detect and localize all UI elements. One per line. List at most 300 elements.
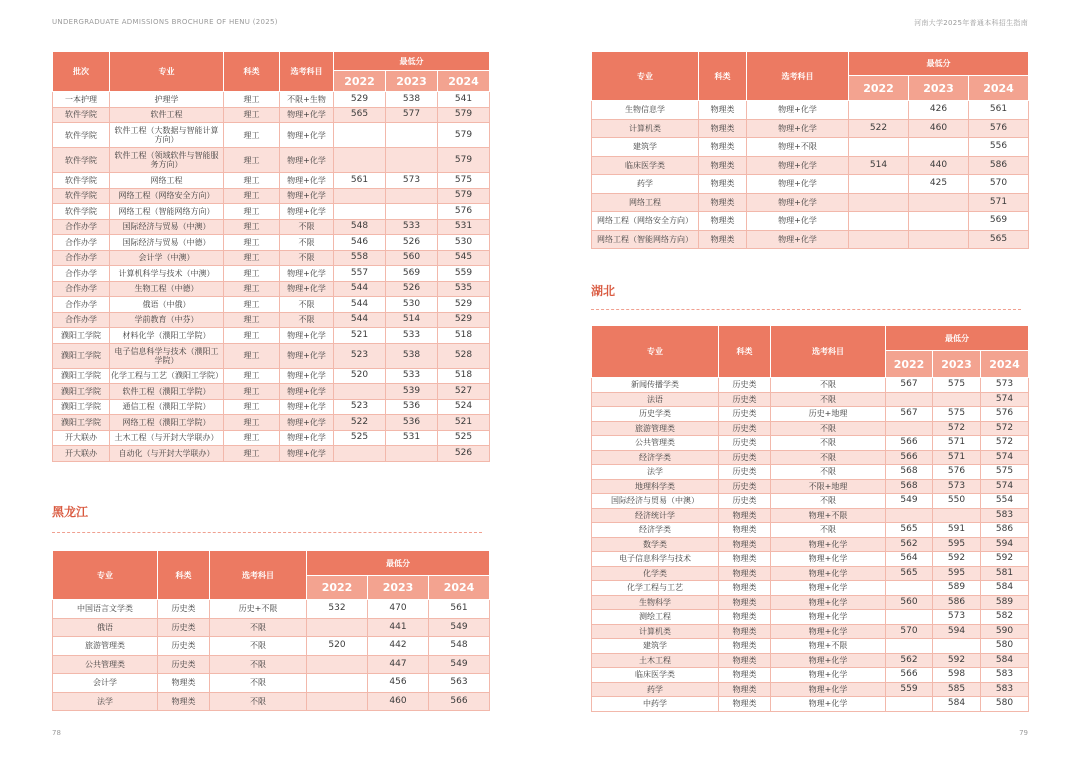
table-cell: 533 <box>386 368 438 384</box>
year-2024-header: 2024 <box>429 576 490 600</box>
table-row <box>592 581 1029 596</box>
table-cell: 化学工程与工艺 <box>592 581 719 596</box>
table-cell: 447 <box>368 655 429 674</box>
table-cell: 525 <box>334 430 386 446</box>
table-cell: 548 <box>429 637 490 656</box>
table-cell: 不限 <box>771 450 886 465</box>
table-cell: 不限 <box>280 297 334 313</box>
table-cell: 591 <box>933 523 981 538</box>
table-row <box>53 250 490 266</box>
table-cell: 不限 <box>771 378 886 393</box>
admission-table-hubei <box>591 325 1029 712</box>
table-cell <box>334 384 386 400</box>
year-2023-header: 2023 <box>933 351 981 378</box>
table-cell: 527 <box>438 384 490 400</box>
table-cell: 合作办学 <box>53 250 110 266</box>
table-cell: 物理+化学 <box>771 581 886 596</box>
table-cell: 建筑学 <box>592 639 719 654</box>
table-row <box>53 204 490 220</box>
table-cell: 526 <box>386 281 438 297</box>
table-cell: 不限 <box>280 250 334 266</box>
table-cell: 物理+化学 <box>280 148 334 173</box>
section-divider <box>52 532 482 533</box>
table-cell: 561 <box>429 600 490 619</box>
table-cell: 软件学院 <box>53 173 110 189</box>
table-cell <box>909 193 969 212</box>
table-cell <box>909 212 969 231</box>
table-cell: 584 <box>933 697 981 712</box>
table-cell: 历史类 <box>158 637 210 656</box>
table-cell: 不限 <box>771 494 886 509</box>
table-cell: 物理+化学 <box>747 156 849 175</box>
table-cell <box>933 639 981 654</box>
section-title-hubei: 湖北 <box>591 284 616 298</box>
table-cell: 会计学（中澳） <box>110 250 224 266</box>
table-cell: 历史类 <box>719 479 771 494</box>
table-cell: 426 <box>909 101 969 120</box>
table-row <box>592 193 1029 212</box>
table-cell <box>307 655 368 674</box>
table-cell: 物理+化学 <box>280 204 334 220</box>
table-cell: 598 <box>933 668 981 683</box>
col-subject-header: 科类 <box>224 52 280 92</box>
table-cell: 不限 <box>771 421 886 436</box>
table-cell: 法语 <box>592 392 719 407</box>
table-cell: 经济学类 <box>592 450 719 465</box>
year-2022-header: 2022 <box>307 576 368 600</box>
table-cell: 物理类 <box>719 668 771 683</box>
table-cell: 595 <box>933 537 981 552</box>
table-cell: 544 <box>334 312 386 328</box>
col-subject-header: 科类 <box>699 52 747 101</box>
table-cell: 理工 <box>224 297 280 313</box>
table-cell: 物理类 <box>699 119 747 138</box>
table-cell: 理工 <box>224 92 280 108</box>
table-cell: 地理科学类 <box>592 479 719 494</box>
table-row <box>53 618 490 637</box>
table-row <box>53 235 490 251</box>
table-cell: 538 <box>386 343 438 368</box>
table-row <box>592 392 1029 407</box>
table-cell: 549 <box>429 655 490 674</box>
table-cell: 物理类 <box>719 537 771 552</box>
table-cell: 592 <box>933 653 981 668</box>
table-cell: 化学类 <box>592 566 719 581</box>
table-cell: 历史类 <box>719 465 771 480</box>
min-score-header: 最低分 <box>886 326 1029 351</box>
table-row <box>53 173 490 189</box>
table-cell: 568 <box>886 479 933 494</box>
table-cell: 579 <box>438 123 490 148</box>
table-cell: 理工 <box>224 399 280 415</box>
min-score-header: 最低分 <box>849 52 1029 76</box>
year-2022-header: 2022 <box>849 76 909 101</box>
table-cell: 物理+化学 <box>280 399 334 415</box>
table-cell: 物理类 <box>699 193 747 212</box>
table-cell: 521 <box>438 415 490 431</box>
table-cell: 通信工程（濮阳工学院） <box>110 399 224 415</box>
table-cell: 物理+化学 <box>771 697 886 712</box>
table-cell: 528 <box>438 343 490 368</box>
table-cell: 538 <box>386 92 438 108</box>
table-row <box>53 343 490 368</box>
table-cell <box>386 188 438 204</box>
table-cell: 计算机类 <box>592 624 719 639</box>
table-cell <box>334 204 386 220</box>
table-cell: 565 <box>886 566 933 581</box>
table-cell: 549 <box>429 618 490 637</box>
table-cell: 物理+化学 <box>747 193 849 212</box>
table-cell: 592 <box>981 552 1029 567</box>
table-cell: 俄语 <box>53 618 158 637</box>
table-cell: 理工 <box>224 219 280 235</box>
table-cell: 548 <box>334 219 386 235</box>
table-cell: 567 <box>886 407 933 422</box>
table-cell: 560 <box>386 250 438 266</box>
table-cell: 网络工程 <box>592 193 699 212</box>
table-cell: 579 <box>438 148 490 173</box>
table-row <box>592 378 1029 393</box>
table-cell: 442 <box>368 637 429 656</box>
table-cell: 合作办学 <box>53 235 110 251</box>
table-cell: 测绘工程 <box>592 610 719 625</box>
table-row <box>53 148 490 173</box>
table-cell <box>849 101 909 120</box>
table-cell <box>886 392 933 407</box>
table-cell: 576 <box>933 465 981 480</box>
year-2023-header: 2023 <box>909 76 969 101</box>
table-cell: 历史学类 <box>592 407 719 422</box>
table-cell: 583 <box>981 508 1029 523</box>
table-cell: 物理类 <box>158 674 210 693</box>
col-elective-header: 选考科目 <box>210 551 307 600</box>
table-row <box>592 138 1029 157</box>
table-cell <box>886 697 933 712</box>
table-cell: 不限 <box>210 637 307 656</box>
table-cell <box>886 639 933 654</box>
table-cell: 理工 <box>224 312 280 328</box>
table-cell <box>307 692 368 711</box>
table-row <box>592 156 1029 175</box>
table-cell: 不限 <box>771 465 886 480</box>
table-cell: 国际经济与贸易（中德） <box>110 235 224 251</box>
year-2023-header: 2023 <box>386 71 438 92</box>
table-cell: 573 <box>386 173 438 189</box>
table-cell: 566 <box>886 668 933 683</box>
table-cell: 525 <box>438 430 490 446</box>
table-cell: 物理+化学 <box>280 281 334 297</box>
table-cell: 理工 <box>224 328 280 344</box>
table-cell: 历史类 <box>719 421 771 436</box>
min-score-header: 最低分 <box>307 551 490 576</box>
table-cell <box>334 188 386 204</box>
table-cell: 562 <box>886 653 933 668</box>
table-cell: 软件工程（领域软件与智能服务方向） <box>110 148 224 173</box>
table-cell: 不限+生物 <box>280 92 334 108</box>
table-cell: 开大联办 <box>53 430 110 446</box>
table-row <box>53 266 490 282</box>
table-cell: 物理+化学 <box>771 566 886 581</box>
table-cell: 濮阳工学院 <box>53 343 110 368</box>
table-cell: 586 <box>933 595 981 610</box>
table-cell: 历史类 <box>719 392 771 407</box>
table-row <box>53 399 490 415</box>
table-cell: 临床医学类 <box>592 156 699 175</box>
table-row <box>53 600 490 619</box>
table-cell: 584 <box>981 653 1029 668</box>
table-cell: 569 <box>969 212 1029 231</box>
table-cell: 580 <box>981 697 1029 712</box>
table-cell: 物理+化学 <box>280 343 334 368</box>
table-cell: 586 <box>981 523 1029 538</box>
table-cell <box>849 212 909 231</box>
table-cell: 物理+不限 <box>747 138 849 157</box>
table-cell <box>933 392 981 407</box>
year-2023-header: 2023 <box>368 576 429 600</box>
table-cell: 软件学院 <box>53 188 110 204</box>
table-cell: 物理+化学 <box>771 668 886 683</box>
table-row <box>53 446 490 462</box>
table-row <box>592 523 1029 538</box>
table-cell: 562 <box>886 537 933 552</box>
table-cell <box>886 508 933 523</box>
table-row <box>592 421 1029 436</box>
table-cell: 历史类 <box>158 618 210 637</box>
table-cell: 理工 <box>224 173 280 189</box>
table-cell: 物理+化学 <box>280 384 334 400</box>
table-cell <box>933 508 981 523</box>
min-score-header: 最低分 <box>334 52 490 71</box>
table-cell: 522 <box>849 119 909 138</box>
table-cell: 电子信息科学与技术（濮阳工学院） <box>110 343 224 368</box>
table-cell: 561 <box>334 173 386 189</box>
table-row <box>592 639 1029 654</box>
table-cell: 594 <box>933 624 981 639</box>
table-cell: 物理类 <box>719 682 771 697</box>
table-cell: 563 <box>429 674 490 693</box>
section-divider <box>591 309 1021 310</box>
table-row <box>592 508 1029 523</box>
table-cell: 518 <box>438 328 490 344</box>
table-row <box>53 92 490 108</box>
table-row <box>53 297 490 313</box>
table-row <box>53 328 490 344</box>
table-cell: 新闻传播学类 <box>592 378 719 393</box>
table-cell: 物理+化学 <box>747 119 849 138</box>
col-major-header: 专业 <box>110 52 224 92</box>
table-cell: 物理+化学 <box>280 415 334 431</box>
table-cell: 不限 <box>280 219 334 235</box>
year-2024-header: 2024 <box>969 76 1029 101</box>
table-cell: 573 <box>933 610 981 625</box>
table-cell: 不限 <box>771 392 886 407</box>
table-cell: 576 <box>438 204 490 220</box>
table-cell: 理工 <box>224 107 280 123</box>
year-2024-header: 2024 <box>438 71 490 92</box>
table-cell: 网络工程（智能网络方向） <box>592 230 699 249</box>
table-cell <box>334 123 386 148</box>
table-cell: 物理+不限 <box>771 639 886 654</box>
table-cell <box>386 148 438 173</box>
table-cell: 国际经济与贸易（中澳） <box>110 219 224 235</box>
table-cell: 566 <box>886 450 933 465</box>
table-cell: 软件学院 <box>53 204 110 220</box>
year-2022-header: 2022 <box>886 351 933 378</box>
table-row <box>53 384 490 400</box>
table-row <box>592 668 1029 683</box>
table-cell: 532 <box>307 600 368 619</box>
table-cell: 学前教育（中芬） <box>110 312 224 328</box>
table-cell <box>334 446 386 462</box>
table-cell: 470 <box>368 600 429 619</box>
table-cell: 理工 <box>224 148 280 173</box>
table-cell: 520 <box>334 368 386 384</box>
table-cell: 565 <box>334 107 386 123</box>
table-cell: 历史类 <box>719 436 771 451</box>
admission-table-right-top <box>591 51 1029 249</box>
table-cell: 575 <box>933 407 981 422</box>
table-cell: 441 <box>368 618 429 637</box>
table-cell: 580 <box>981 639 1029 654</box>
table-cell: 理工 <box>224 343 280 368</box>
table-cell: 历史类 <box>719 494 771 509</box>
table-cell: 573 <box>981 378 1029 393</box>
table-cell: 545 <box>438 250 490 266</box>
table-cell: 586 <box>969 156 1029 175</box>
table-cell: 理工 <box>224 281 280 297</box>
table-cell: 521 <box>334 328 386 344</box>
table-cell: 数学类 <box>592 537 719 552</box>
table-cell: 544 <box>334 297 386 313</box>
table-cell: 物理+化学 <box>280 188 334 204</box>
table-cell <box>886 581 933 596</box>
table-cell: 濮阳工学院 <box>53 368 110 384</box>
table-cell: 572 <box>933 421 981 436</box>
table-cell: 电子信息科学与技术 <box>592 552 719 567</box>
table-cell: 物理+化学 <box>747 230 849 249</box>
table-cell: 不限 <box>210 692 307 711</box>
table-cell: 520 <box>307 637 368 656</box>
table-cell: 524 <box>438 399 490 415</box>
table-cell: 583 <box>981 668 1029 683</box>
table-cell: 建筑学 <box>592 138 699 157</box>
table-cell: 526 <box>386 235 438 251</box>
table-cell: 554 <box>981 494 1029 509</box>
table-cell: 物理+不限 <box>771 508 886 523</box>
table-cell: 物理类 <box>699 156 747 175</box>
table-cell: 518 <box>438 368 490 384</box>
table-cell: 物理+化学 <box>280 173 334 189</box>
table-row <box>592 479 1029 494</box>
table-cell: 533 <box>386 219 438 235</box>
table-cell: 不限 <box>210 655 307 674</box>
table-row <box>592 653 1029 668</box>
page-number-left: 78 <box>52 729 61 737</box>
table-cell: 物理类 <box>699 138 747 157</box>
table-row <box>592 494 1029 509</box>
table-row <box>53 415 490 431</box>
table-cell: 物理+化学 <box>747 212 849 231</box>
table-row <box>53 655 490 674</box>
table-cell: 理工 <box>224 235 280 251</box>
table-cell <box>386 204 438 220</box>
table-cell <box>307 618 368 637</box>
table-cell: 理工 <box>224 123 280 148</box>
table-cell: 物理+化学 <box>771 595 886 610</box>
table-cell: 物理类 <box>699 212 747 231</box>
table-cell: 濮阳工学院 <box>53 415 110 431</box>
table-cell <box>849 193 909 212</box>
table-cell: 物理类 <box>719 653 771 668</box>
table-cell: 计算机类 <box>592 119 699 138</box>
table-cell: 合作办学 <box>53 281 110 297</box>
table-cell: 577 <box>386 107 438 123</box>
table-row <box>592 552 1029 567</box>
table-cell: 自动化（与开封大学联办） <box>110 446 224 462</box>
table-cell: 物理+化学 <box>771 610 886 625</box>
table-cell <box>386 123 438 148</box>
table-cell: 529 <box>438 312 490 328</box>
table-cell: 物理类 <box>719 595 771 610</box>
table-cell: 549 <box>886 494 933 509</box>
table-cell: 物理类 <box>719 523 771 538</box>
table-cell: 574 <box>981 479 1029 494</box>
table-cell: 572 <box>981 421 1029 436</box>
table-cell: 576 <box>981 407 1029 422</box>
table-cell <box>334 148 386 173</box>
table-cell: 不限 <box>280 235 334 251</box>
table-cell: 531 <box>386 430 438 446</box>
table-cell: 574 <box>981 392 1029 407</box>
table-cell: 旅游管理类 <box>592 421 719 436</box>
year-2022-header: 2022 <box>334 71 386 92</box>
table-cell: 网络工程（网络安全方向） <box>592 212 699 231</box>
table-cell: 581 <box>981 566 1029 581</box>
table-cell: 589 <box>933 581 981 596</box>
table-cell: 物理+化学 <box>280 368 334 384</box>
table-cell: 456 <box>368 674 429 693</box>
table-cell: 生物科学 <box>592 595 719 610</box>
table-cell: 物理类 <box>719 566 771 581</box>
table-cell: 开大联办 <box>53 446 110 462</box>
table-cell: 物理+化学 <box>280 328 334 344</box>
table-cell: 物理类 <box>719 639 771 654</box>
table-cell: 不限 <box>771 436 886 451</box>
col-elective-header: 选考科目 <box>771 326 886 378</box>
table-cell: 不限 <box>210 618 307 637</box>
table-cell <box>886 610 933 625</box>
table-cell: 物理类 <box>719 697 771 712</box>
admission-table-main <box>52 51 490 462</box>
table-cell: 旅游管理类 <box>53 637 158 656</box>
header-right: 河南大学2025年普通本科招生指南 <box>914 19 1028 27</box>
table-cell: 564 <box>886 552 933 567</box>
table-cell: 物理+化学 <box>280 430 334 446</box>
table-cell: 571 <box>933 450 981 465</box>
table-cell: 历史+不限 <box>210 600 307 619</box>
table-cell: 物理+化学 <box>280 107 334 123</box>
table-cell: 濮阳工学院 <box>53 328 110 344</box>
table-cell: 物理+化学 <box>771 537 886 552</box>
table-cell: 材料化学（濮阳工学院） <box>110 328 224 344</box>
table-cell: 425 <box>909 175 969 194</box>
table-cell: 软件工程 <box>110 107 224 123</box>
table-row <box>592 537 1029 552</box>
table-row <box>592 101 1029 120</box>
table-cell: 567 <box>886 378 933 393</box>
table-cell: 569 <box>386 266 438 282</box>
col-batch-header: 批次 <box>53 52 110 92</box>
